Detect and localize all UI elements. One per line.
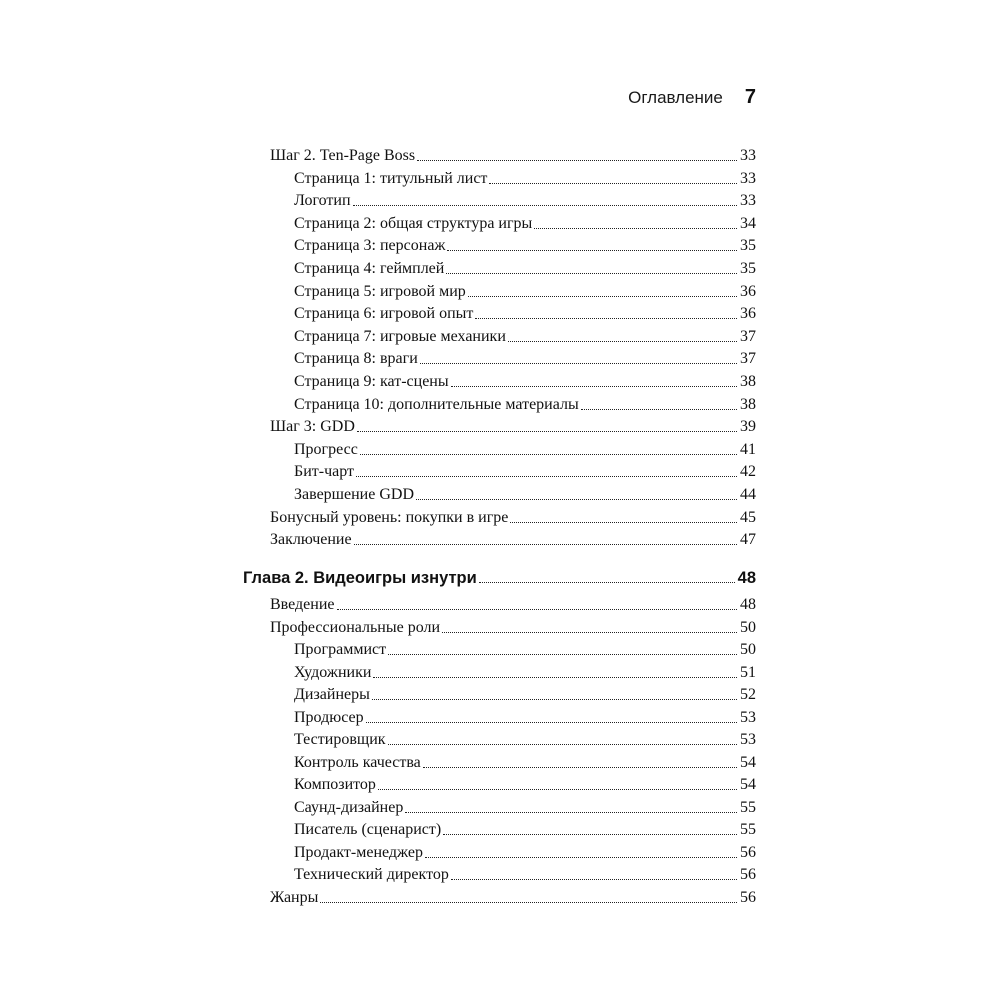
toc-entry-page: 39: [740, 418, 756, 436]
dot-leader: [353, 205, 737, 206]
dot-leader: [468, 296, 737, 297]
toc-entry-title: Завершение GDD: [294, 486, 414, 503]
toc-entry-page: 47: [740, 531, 756, 549]
toc-entry-title: Страница 3: персонаж: [294, 237, 446, 255]
toc-entry: [243, 528, 756, 550]
page-header: [628, 86, 756, 109]
toc-entry-title: Заключение: [270, 531, 352, 549]
toc-entry-page: 37: [740, 327, 756, 345]
toc-entry: [243, 257, 756, 279]
toc-entry-page: 55: [740, 821, 756, 838]
toc-entry-title: Прогресс: [294, 440, 358, 458]
toc-entry-title: Композитор: [294, 776, 376, 793]
toc-entry-title: Программист: [294, 641, 387, 658]
toc-entry-title: Бонусный уровень: покупки в игре: [270, 508, 509, 526]
dot-leader: [508, 341, 737, 342]
toc-entry-page: 37: [740, 350, 756, 368]
toc-entry-title: Глава 2. Видеоигры изнутри: [243, 569, 477, 587]
dot-leader: [534, 228, 737, 229]
dot-leader: [373, 677, 737, 678]
toc-entry-title: Страница 1: титульный лист: [294, 169, 488, 187]
dot-leader: [475, 318, 737, 319]
dot-leader: [372, 699, 737, 700]
toc-entry-page: 41: [740, 440, 756, 458]
toc-chapter-entry: [243, 566, 756, 588]
toc-entry: [243, 818, 756, 840]
toc-entry-page: 45: [740, 508, 756, 526]
toc-entry-title: Дизайнеры: [294, 686, 370, 703]
dot-leader: [446, 273, 737, 274]
dot-leader: [510, 522, 737, 523]
toc-entry: [243, 483, 756, 505]
toc-entry: [243, 616, 756, 638]
toc-entry-page: 56: [740, 888, 756, 906]
dot-leader: [416, 499, 737, 500]
toc-entry-page: 54: [740, 753, 756, 771]
toc-entry: [243, 460, 756, 482]
toc-entry: [243, 661, 756, 683]
toc-entry-title: Страница 10: дополнительные материалы: [294, 395, 579, 413]
toc-entry: [243, 415, 756, 437]
toc-entry: [243, 773, 756, 795]
dot-leader: [320, 902, 737, 903]
running-head-title: Оглавление: [628, 88, 723, 107]
toc-entry-title: Введение: [270, 596, 335, 613]
toc-entry-page: 35: [740, 260, 756, 277]
dot-leader: [479, 582, 735, 583]
toc-entry-title: Страница 9: кат-сцены: [294, 373, 449, 390]
toc-entry-page: 44: [740, 486, 756, 503]
toc-entry-page: 33: [740, 192, 756, 210]
dot-leader: [451, 386, 737, 387]
toc-entry-page: 48: [737, 569, 756, 587]
toc-entry-page: 50: [740, 641, 756, 658]
dot-leader: [489, 183, 737, 184]
dot-leader: [425, 857, 737, 858]
dot-leader: [378, 789, 737, 790]
toc-entry-page: 33: [740, 147, 756, 164]
toc-entry-title: Страница 6: игровой опыт: [294, 305, 474, 323]
toc-entry-title: Жанры: [270, 888, 319, 906]
dot-leader: [366, 722, 737, 723]
toc-entry-page: 35: [740, 237, 756, 255]
dot-leader: [360, 454, 737, 455]
toc-entry-title: Продакт-менеджер: [294, 843, 423, 861]
toc-entry-title: Тестировщик: [294, 731, 386, 748]
dot-leader: [581, 409, 737, 410]
toc-entry: [243, 144, 756, 166]
toc-entry: [243, 728, 756, 750]
toc-entry: [243, 189, 756, 211]
toc-entry-title: Профессиональные роли: [270, 618, 441, 636]
toc-entry: [243, 167, 756, 189]
toc-entry: [243, 438, 756, 460]
toc-entry: [243, 863, 756, 885]
toc-entry-title: Страница 8: враги: [294, 350, 418, 368]
toc-entry-page: 36: [740, 305, 756, 323]
dot-leader: [405, 812, 737, 813]
toc-entry-title: Страница 5: игровой мир: [294, 282, 466, 300]
toc-entry: [243, 280, 756, 302]
toc-entry-page: 51: [740, 663, 756, 681]
toc-entry: [243, 593, 756, 615]
toc-entry: [243, 212, 756, 234]
toc-entry-title: Продюсер: [294, 708, 364, 726]
dot-leader: [388, 744, 737, 745]
toc-entry-page: 34: [740, 214, 756, 232]
toc-entry-title: Шаг 2. Ten-Page Boss: [270, 147, 416, 164]
toc-entry-title: Технический директор: [294, 866, 449, 883]
dot-leader: [388, 654, 737, 655]
toc-entry: [243, 506, 756, 528]
dot-leader: [423, 767, 737, 768]
toc-entry: [243, 886, 756, 908]
toc-entry-page: 36: [740, 282, 756, 300]
dot-leader: [357, 431, 737, 432]
toc-entry-title: Писатель (сценарист): [294, 821, 442, 838]
dot-leader: [451, 879, 737, 880]
toc-entry: [243, 796, 756, 818]
toc-entry-page: 56: [740, 866, 756, 883]
dot-leader: [354, 544, 737, 545]
toc-entry: [243, 370, 756, 392]
toc-entry: [243, 683, 756, 705]
toc-entry-page: 38: [740, 373, 756, 390]
toc-entry: [243, 347, 756, 369]
toc-entry: [243, 638, 756, 660]
dot-leader: [337, 609, 738, 610]
toc-entry-title: Саунд-дизайнер: [294, 798, 404, 816]
toc-entry: [243, 706, 756, 728]
toc-entry-title: Страница 7: игровые механики: [294, 327, 506, 345]
toc-entry-page: 55: [740, 798, 756, 816]
toc-entry: [243, 841, 756, 863]
toc-entry-title: Шаг 3: GDD: [270, 418, 355, 436]
toc-entry-page: 52: [740, 686, 756, 703]
toc-entry-page: 33: [740, 169, 756, 187]
toc-entry-page: 50: [740, 618, 756, 636]
dot-leader: [417, 160, 737, 161]
toc-entry-title: Контроль качества: [294, 753, 421, 771]
dot-leader: [356, 476, 737, 477]
dot-leader: [442, 632, 737, 633]
toc-entry-page: 53: [740, 708, 756, 726]
dot-leader: [447, 250, 737, 251]
toc-entry: [243, 234, 756, 256]
toc-entry-title: Логотип: [294, 192, 351, 210]
toc-entry-page: 54: [740, 776, 756, 793]
toc-entry-title: Бит-чарт: [294, 463, 354, 481]
toc-entry-page: 38: [740, 395, 756, 413]
dot-leader: [420, 363, 737, 364]
toc-entry-page: 48: [740, 596, 756, 613]
toc-entry-page: 53: [740, 731, 756, 748]
toc-entry-page: 42: [740, 463, 756, 481]
toc-entry-title: Страница 2: общая структура игры: [294, 214, 533, 232]
page-number: 7: [744, 86, 756, 108]
toc-entry: [243, 751, 756, 773]
toc-entry: [243, 325, 756, 347]
toc-entry-page: 56: [740, 843, 756, 861]
toc-entry-title: Художники: [294, 663, 372, 681]
toc-entry: [243, 393, 756, 415]
dot-leader: [443, 834, 737, 835]
toc-entry-title: Страница 4: геймплей: [294, 260, 445, 277]
toc-entry: [243, 302, 756, 324]
